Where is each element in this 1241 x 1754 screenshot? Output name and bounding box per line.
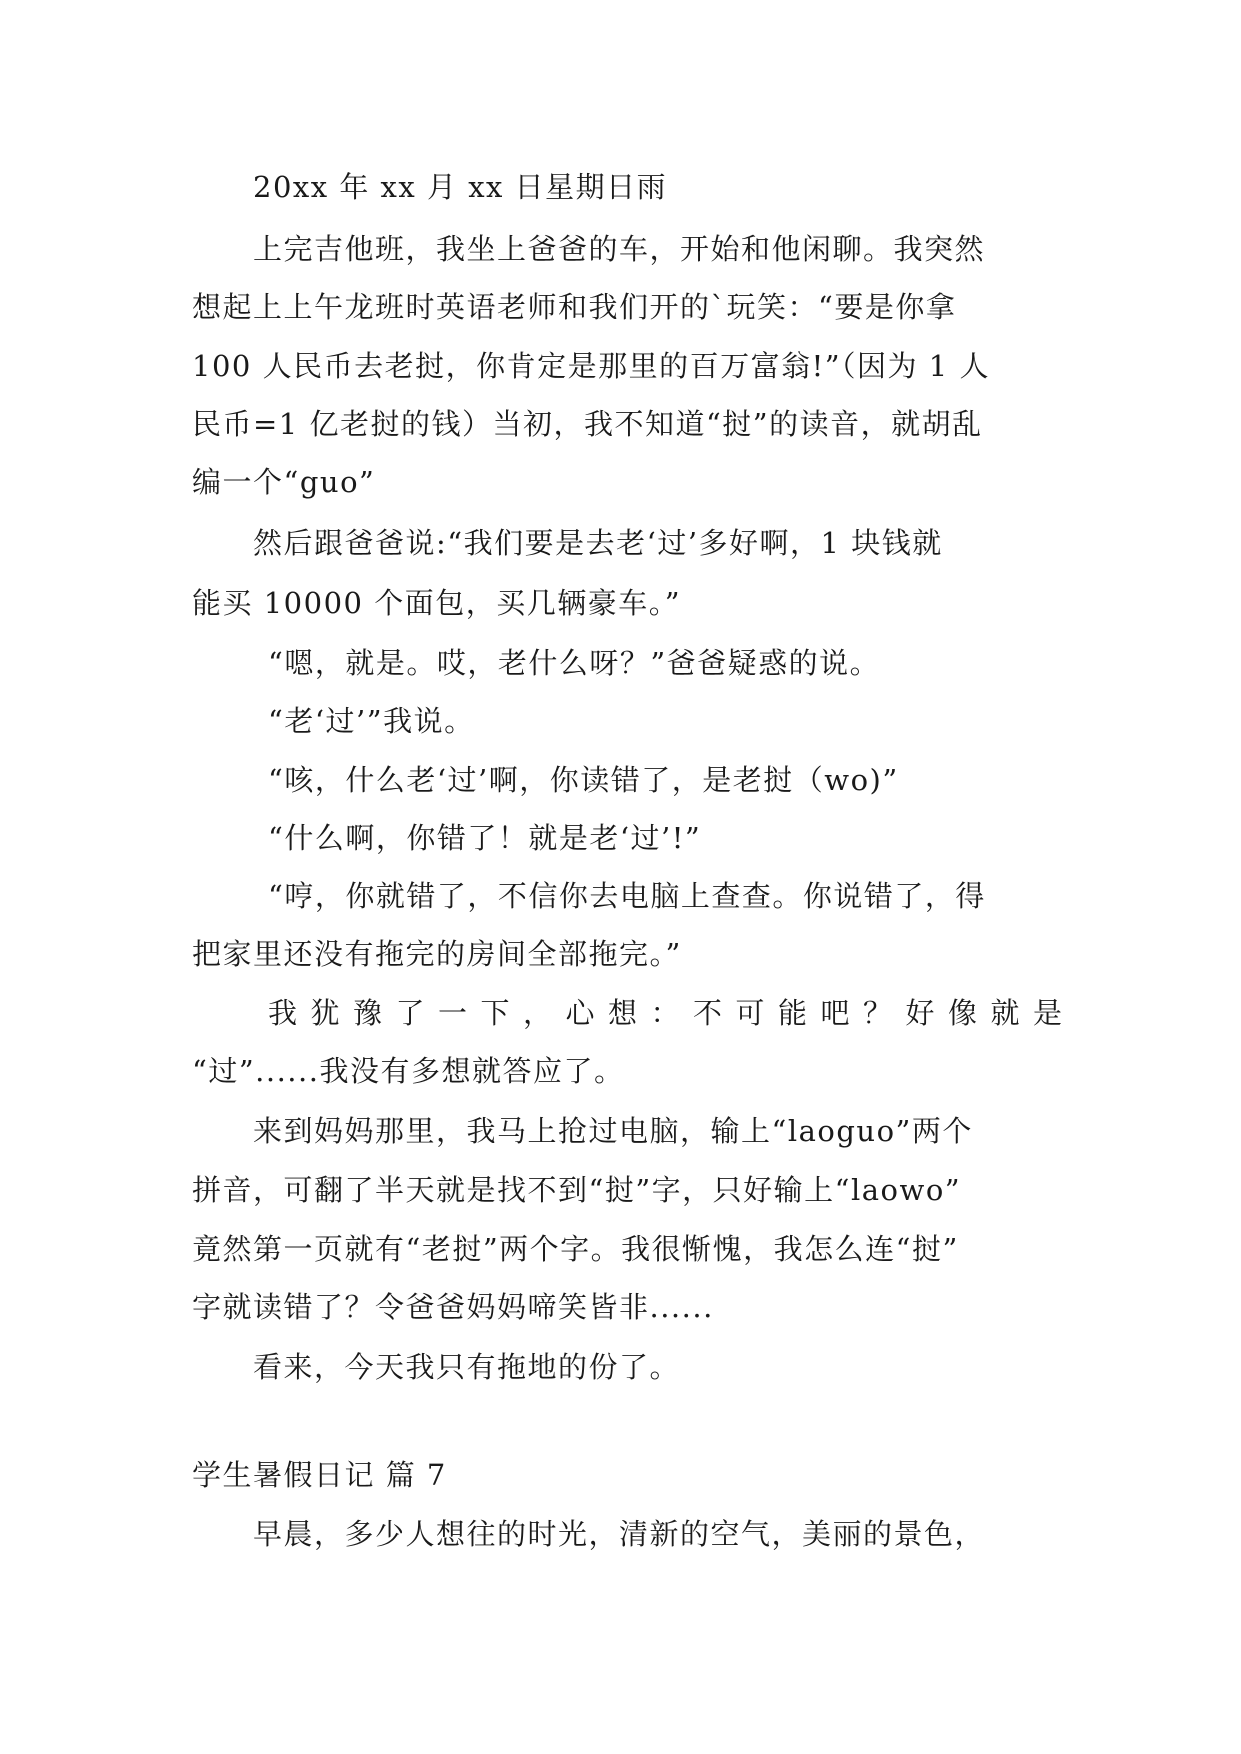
- diary-date-line: 20xx 年 xx 月 xx 日星期日雨: [253, 170, 668, 204]
- paragraph-line: 我犹豫了一下，心想：不可能吧？好像就是: [268, 996, 1076, 1030]
- paragraph-line: 编一个“guo”: [192, 465, 376, 499]
- dialogue-line: “老‘过’”我说。: [268, 704, 475, 738]
- paragraph-line: 来到妈妈那里，我马上抢过电脑，输上“laoguo”两个: [253, 1114, 973, 1148]
- paragraph-line: 早晨，多少人想往的时光，清新的空气，美丽的景色，: [253, 1517, 986, 1551]
- dialogue-line: “什么啊，你错了！就是老‘过’!”: [268, 821, 702, 855]
- paragraph-line: 然后跟爸爸说:“我们要是去老‘过’多好啊，1 块钱就: [253, 526, 943, 560]
- paragraph-line: 拼音，可翻了半天就是找不到“挝”字，只好输上“laowo”: [192, 1173, 962, 1207]
- dialogue-line: “哼，你就错了，不信你去电脑上查查。你说错了，得: [268, 879, 986, 913]
- dialogue-line: 把家里还没有拖完的房间全部拖完。”: [192, 937, 682, 971]
- paragraph-line: “过”......我没有多想就答应了。: [192, 1054, 625, 1088]
- paragraph-line: 民币=1 亿老挝的钱）当初，我不知道“挝”的读音，就胡乱: [192, 407, 983, 441]
- paragraph-line: 看来，今天我只有拖地的份了。: [253, 1350, 681, 1384]
- section-title: 学生暑假日记 篇 7: [192, 1458, 447, 1492]
- paragraph-line: 上完吉他班，我坐上爸爸的车，开始和他闲聊。我突然: [253, 232, 986, 266]
- paragraph-line: 竟然第一页就有“老挝”两个字。我很惭愧，我怎么连“挝”: [192, 1232, 959, 1266]
- dialogue-line: “嗯，就是。哎，老什么呀？”爸爸疑惑的说。: [268, 646, 881, 680]
- paragraph-line: 字就读错了？令爸爸妈妈啼笑皆非......: [192, 1290, 714, 1324]
- dialogue-line: “咳，什么老‘过’啊，你读错了，是老挝（wo)”: [268, 763, 899, 797]
- paragraph-line: 100 人民币去老挝，你肯定是那里的百万富翁!”（因为 1 人: [192, 349, 990, 383]
- paragraph-line: 能买 10000 个面包，买几辆豪车。”: [192, 586, 682, 620]
- paragraph-line: 想起上上午龙班时英语老师和我们开的`玩笑：“要是你拿: [192, 290, 957, 324]
